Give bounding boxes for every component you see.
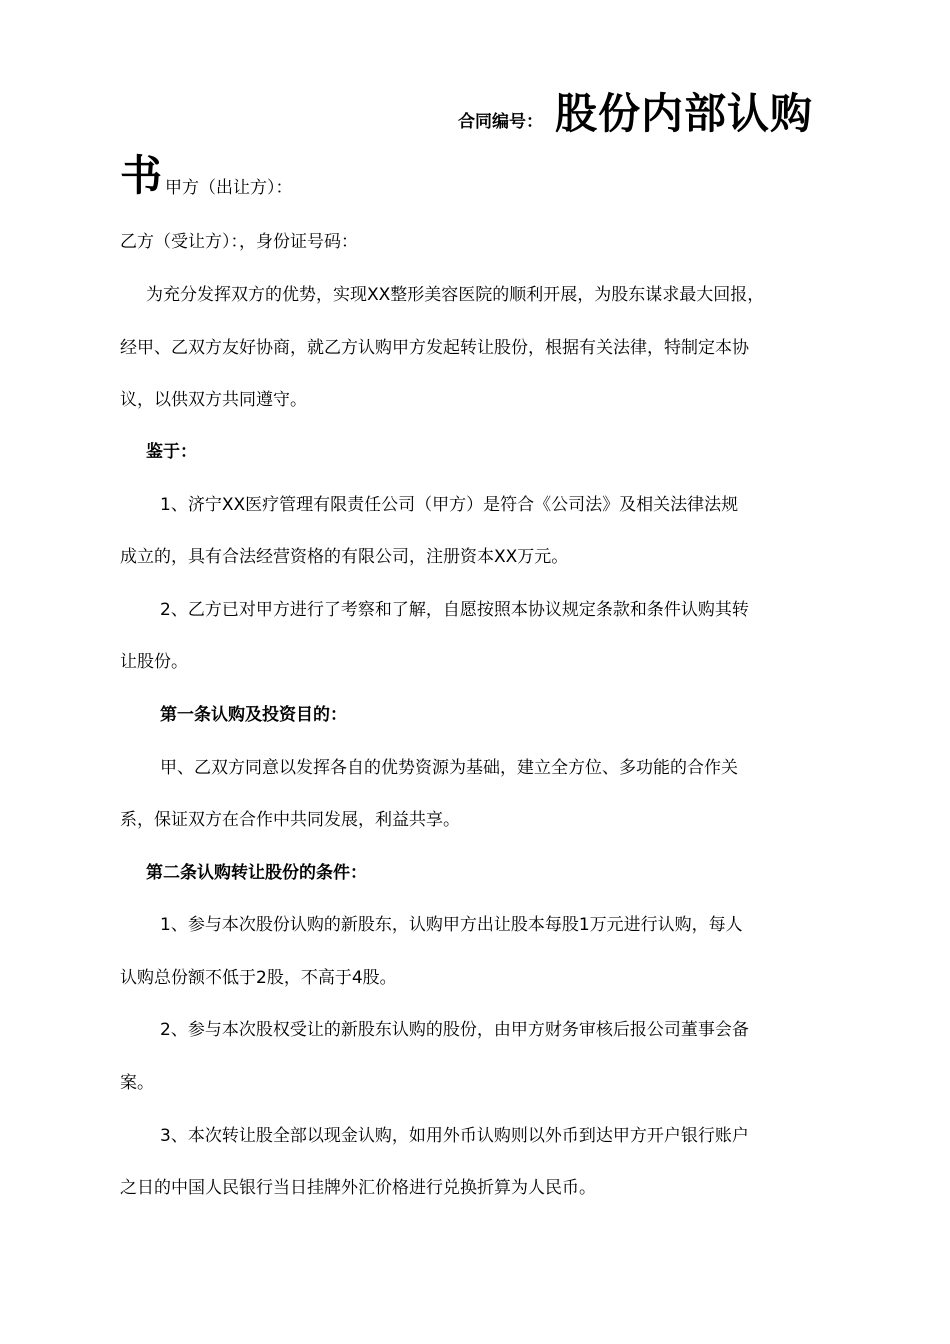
intro-line-3: 议，以供双方共同遵守。 (120, 390, 307, 410)
document-title: 股份内部认购 (555, 89, 814, 138)
contract-number-label: 合同编号： (458, 112, 543, 132)
whereas-item-1-line-2: 成立的，具有合法经营资格的有限公司，注册资本XX万元。 (120, 547, 569, 567)
whereas-item-1-line-1: 1、济宁XX医疗管理有限责任公司（甲方）是符合《公司法》及相关法律法规 (160, 495, 739, 515)
article-2-item-2-line-2: 案。 (120, 1073, 154, 1093)
whereas-item-2-line-1: 2、乙方已对甲方进行了考察和了解，自愿按照本协议规定条款和条件认购其转 (160, 600, 749, 620)
whereas-item-2-line-2: 让股份。 (120, 652, 188, 672)
intro-line-2: 经甲、乙双方友好协商，就乙方认购甲方发起转让股份，根据有关法律，特制定本协 (120, 338, 749, 358)
party-b-label: 乙方（受让方）：，身份证号码： (120, 232, 358, 252)
whereas-heading: 鉴于： (146, 442, 197, 462)
article-2-item-3-line-2: 之日的中国人民银行当日挂牌外汇价格进行兑换折算为人民币。 (120, 1178, 596, 1198)
party-a-label: 甲方（出让方）： (165, 178, 293, 198)
article-1-line-2: 系，保证双方在合作中共同发展，利益共享。 (120, 810, 460, 830)
article-2-item-1-line-2: 认购总份额不低于2股，不高于4股。 (120, 968, 397, 988)
article-2-item-1-line-1: 1、参与本次股份认购的新股东，认购甲方出让股本每股1万元进行认购，每人 (160, 915, 743, 935)
article-2-item-2-line-1: 2、参与本次股权受让的新股东认购的股份，由甲方财务审核后报公司董事会备 (160, 1020, 749, 1040)
intro-line-1: 为充分发挥双方的优势，实现XX整形美容医院的顺利开展，为股东谋求最大回报， (146, 285, 765, 305)
article-1-heading: 第一条认购及投资目的： (160, 705, 347, 725)
document-title-tail: 书 (120, 151, 163, 200)
article-2-item-3-line-1: 3、本次转让股全部以现金认购，如用外币认购则以外币到达甲方开户银行账户 (160, 1126, 749, 1146)
article-1-line-1: 甲、乙双方同意以发挥各自的优势资源为基础，建立全方位、多功能的合作关 (160, 758, 738, 778)
article-2-heading: 第二条认购转让股份的条件： (146, 863, 367, 883)
